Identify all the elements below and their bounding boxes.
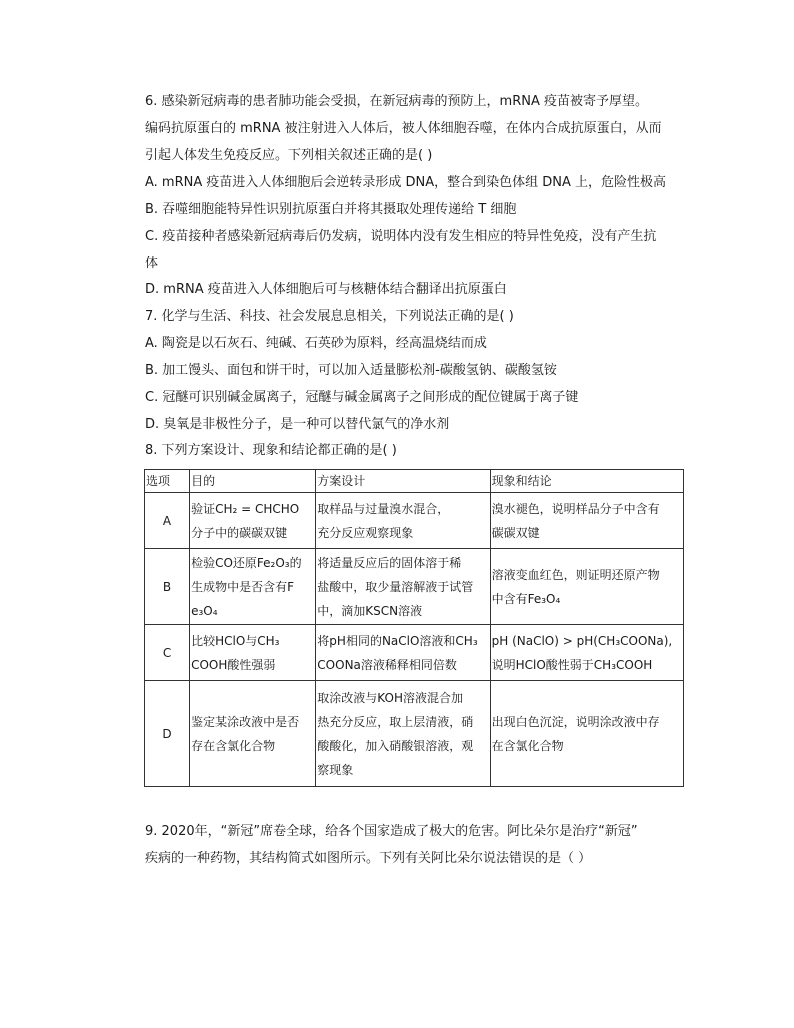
cell-text: e₃O₄ [191,603,218,618]
cell-text: 验证CH₂ = CHCHO [191,501,300,516]
q6-line-2: 编码抗原蛋白的 mRNA 被注射进入人体后，被人体细胞吞噬，在体内合成抗原蛋白，从而 [145,121,662,136]
q9-line-1: 9. 2020年，“新冠”席卷全球，给各个国家造成了极大的危害。阿比朵尔是治疗“新冠” [145,824,638,839]
cell-text: 溴水褪色，说明样品分子中含有 [491,501,660,516]
q6-option-b: B. 吞噬细胞能特异性识别抗原蛋白并将其摄取处理传递给 T 细胞 [145,202,517,217]
row-purpose [190,625,316,681]
q9-line-2: 疾病的一种药物，其结构简式如图所示。下列有关阿比朵尔说法错误的是（ ） [145,851,592,866]
q7-stem: 7. 化学与生活、科技、社会发展息息相关，下列说法正确的是( ) [145,309,514,324]
table-row [145,549,684,625]
row-result [490,493,683,549]
header-design: 方案设计 [316,470,490,493]
row-design [316,493,490,549]
cell-text: 将适量反应后的固体溶于稀 [317,555,462,570]
cell-text: COONa溶液稀释相同倍数 [317,657,457,672]
table-row [145,493,684,549]
row-option: A [145,493,190,549]
q7-option-b: B. 加工馒头、面包和饼干时，可以加入适量膨松剂-碳酸氢钠、碳酸氢铵 [145,363,557,378]
cell-text: 鉴定某涂改液中是否 [191,714,300,729]
row-result [490,681,683,787]
row-option: C [145,625,190,681]
q6-option-c: C. 疫苗接种者感染新冠病毒后仍发病，说明体内没有发生相应的特异性免疫，没有产生抗 [145,229,657,244]
q6-line-3: 引起人体发生免疫反应。下列相关叙述正确的是( ) [145,148,433,163]
row-result [490,549,683,625]
cell-text: 取涂改液与KOH溶液混合加 [317,690,463,705]
q7-option-a: A. 陶瓷是以石灰石、纯碱、石英砂为原料，经高温烧结而成 [145,336,487,351]
cell-text: 察现象 [317,762,354,777]
q7-option-d: D. 臭氧是非极性分子，是一种可以替代氯气的净水剂 [145,417,450,432]
row-purpose [190,549,316,625]
q8-table [144,469,684,787]
cell-text: pH (NaClO) > pH(CH₃COONa), [491,633,673,648]
row-purpose [190,681,316,787]
cell-text: 出现白色沉淀，说明涂改液中存 [491,714,660,729]
header-result: 现象和结论 [490,470,683,493]
cell-text: 充分反应观察现象 [317,525,414,540]
header-option: 选项 [145,470,190,493]
cell-text: 在含氯化合物 [491,738,564,753]
q8-stem: 8. 下列方案设计、现象和结论都正确的是( ) [145,443,397,458]
q6-option-c-cont: 体 [145,256,159,271]
cell-text: 盐酸中，取少量溶解液于试管 [317,579,474,594]
cell-text: 比较HClO与CH₃ [191,633,280,648]
header-purpose: 目的 [190,470,316,493]
cell-text: 分子中的碳碳双键 [191,525,288,540]
cell-text: 中，滴加KSCN溶液 [317,603,423,618]
row-design [316,625,490,681]
cell-text: 检验CO还原Fe₂O₃的 [191,555,302,570]
cell-text: 将pH相同的NaClO溶液和CH₃ [317,633,478,648]
row-purpose [190,493,316,549]
cell-text: 溶液变血红色，则证明还原产物 [491,567,660,582]
q6-option-a: A. mRNA 疫苗进入人体细胞后会逆转录形成 DNA，整合到染色体组 DNA 上，危险性极高 [145,175,667,190]
row-option: B [145,549,190,625]
cell-text: 热充分反应，取上层清液，硝 [317,714,474,729]
cell-text: 生成物中是否含有F [191,579,294,594]
table-row [145,681,684,787]
row-design [316,549,490,625]
cell-text: 酸酸化，加入硝酸银溶液，观 [317,738,474,753]
row-option: D [145,681,190,787]
cell-text: COOH酸性强弱 [191,657,276,672]
table-row [145,625,684,681]
q6-option-d: D. mRNA 疫苗进入人体细胞后可与核糖体结合翻译出抗原蛋白 [145,282,507,297]
table-header-row [145,470,684,493]
cell-text: 碳碳双键 [491,525,540,540]
row-result [490,625,683,681]
q6-line-1: 6. 感染新冠病毒的患者肺功能会受损，在新冠病毒的预防上，mRNA 疫苗被寄予厚望。 [145,94,648,109]
q7-option-c: C. 冠醚可识别碱金属离子，冠醚与碱金属离子之间形成的配位键属于离子键 [145,390,579,405]
cell-text: 说明HClO酸性弱于CH₃COOH [491,657,653,672]
cell-text: 存在含氯化合物 [191,738,276,753]
row-design [316,681,490,787]
cell-text: 取样品与过量溴水混合， [317,501,450,516]
cell-text: 中含有Fe₃O₄ [491,591,561,606]
